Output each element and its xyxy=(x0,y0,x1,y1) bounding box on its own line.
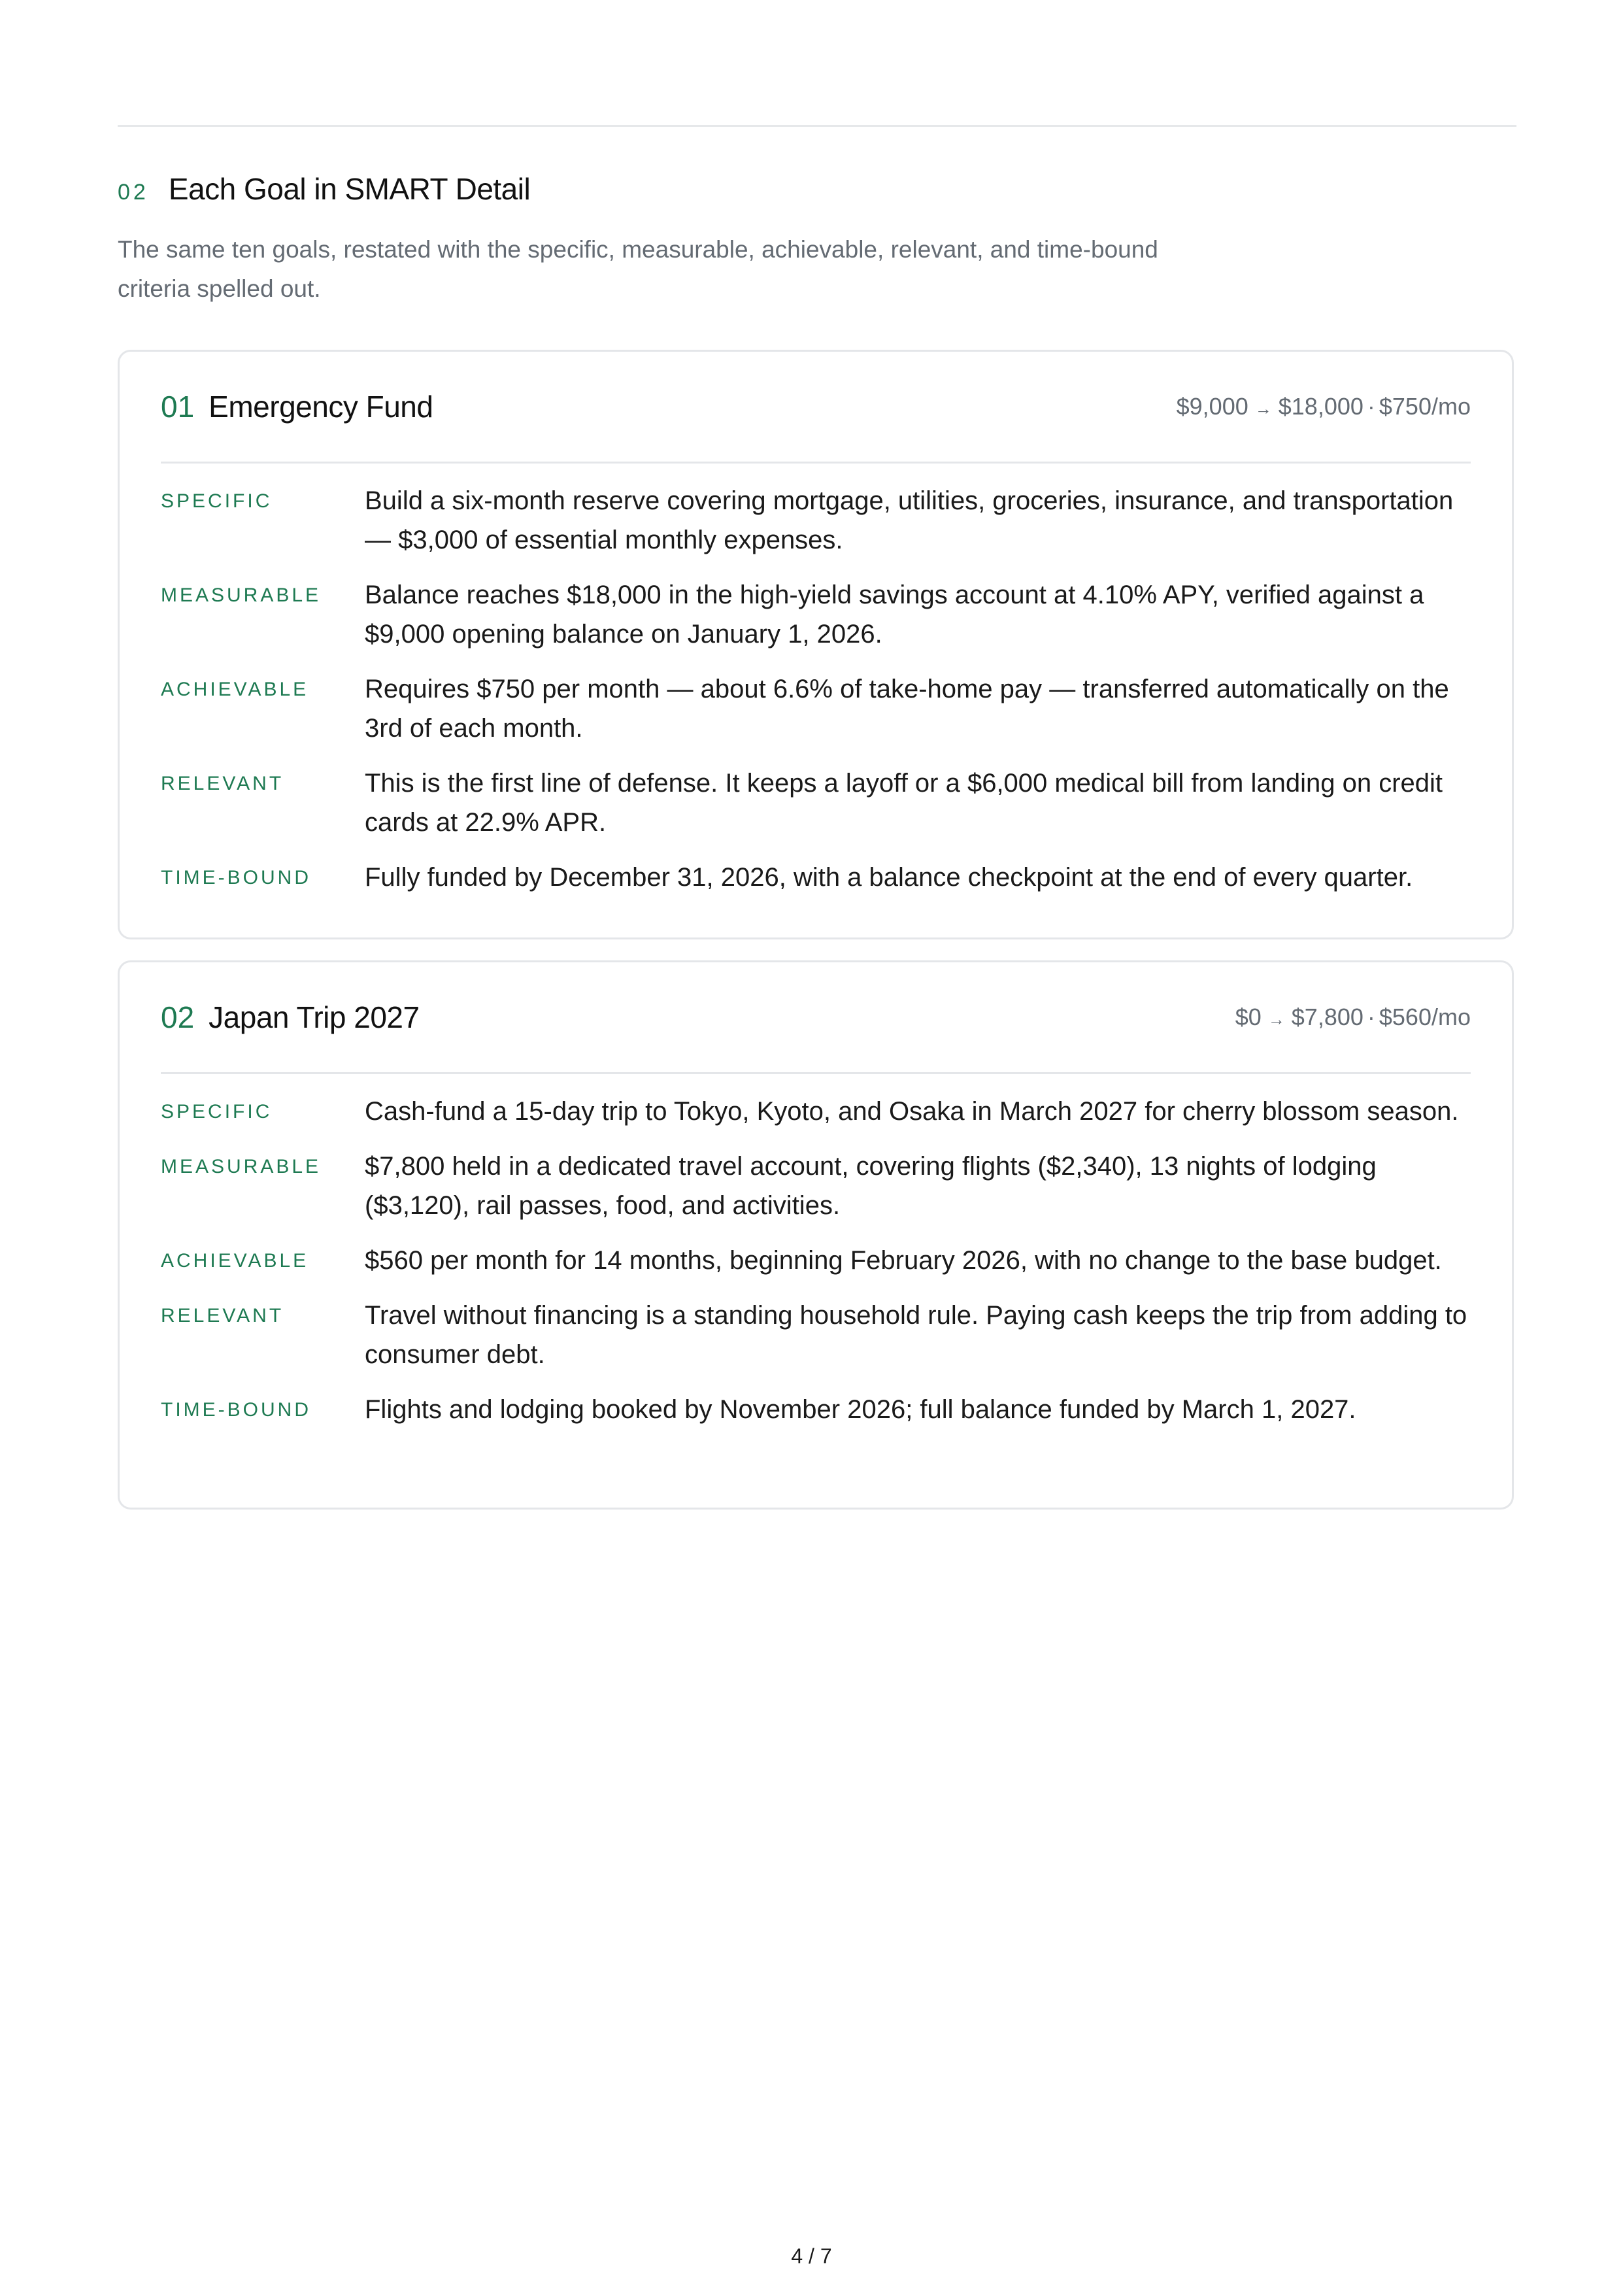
criterion-label: SPECIFIC xyxy=(161,1101,273,1123)
section-heading xyxy=(118,171,530,213)
criterion-specific xyxy=(161,1092,1476,1131)
goal-card-header xyxy=(161,352,1471,464)
criterion-relevant xyxy=(161,1296,1476,1374)
goal-start-amount: $9,000 xyxy=(1176,393,1248,420)
criterion-label: MEASURABLE xyxy=(161,1156,322,1177)
criterion-text: Cash-fund a 15-day trip to Tokyo, Kyoto, and Osaka in March 2027 for cherry blossom season. xyxy=(365,1097,1459,1126)
page-number: 4 / 7 xyxy=(791,2244,832,2268)
goal-title-group xyxy=(161,389,433,424)
criterion-specific xyxy=(161,481,1476,560)
goal-title: Emergency Fund xyxy=(209,390,433,424)
goal-number: 02 xyxy=(161,1000,195,1034)
criterion-achievable xyxy=(161,1241,1476,1280)
criterion-text: Balance reaches $18,000 in the high-yield savings account at 4.10% APY, verified against a $9,000 opening balance on January 1, 2026. xyxy=(365,581,1424,649)
criterion-time-bound xyxy=(161,1390,1476,1429)
goal-target-amount: $18,000 xyxy=(1278,393,1364,420)
criterion-text: Fully funded by December 31, 2026, with a balance checkpoint at the end of every quarter. xyxy=(365,863,1413,892)
goal-target-amount: $7,800 xyxy=(1291,1004,1364,1030)
criterion-text: $560 per month for 14 months, beginning February 2026, with no change to the base budget. xyxy=(365,1246,1442,1275)
goal-amounts xyxy=(1177,393,1471,420)
criterion-label: TIME-BOUND xyxy=(161,867,311,888)
criterion-label: TIME-BOUND xyxy=(161,1399,311,1421)
criterion-label: RELEVANT xyxy=(161,1305,284,1326)
goal-title-group xyxy=(161,1000,420,1035)
criterion-measurable xyxy=(161,1147,1476,1225)
criterion-label: SPECIFIC xyxy=(161,490,273,512)
section-number: 02 xyxy=(118,180,149,205)
criterion-label: ACHIEVABLE xyxy=(161,679,309,700)
arrow-right-icon: → xyxy=(1267,1009,1285,1029)
section-description: The same ten goals, restated with the specific, measurable, achievable, relevant, and time-bound criteria spelled out. xyxy=(118,236,1158,302)
criterion-relevant xyxy=(161,764,1476,842)
section-title: Each Goal in SMART Detail xyxy=(168,172,531,206)
separator-dot: · xyxy=(1367,1004,1375,1030)
criterion-text: Requires $750 per month — about 6.6% of take-home pay — transferred automatically on the 3rd of each month. xyxy=(365,675,1449,743)
goal-monthly-amount: $560/mo xyxy=(1379,1004,1471,1030)
criterion-measurable xyxy=(161,575,1476,654)
goal-card-japan-trip xyxy=(118,960,1514,1510)
criterion-text: Travel without financing is a standing household rule. Paying cash keeps the trip from adding to consumer debt. xyxy=(365,1301,1467,1369)
criterion-label: RELEVANT xyxy=(161,773,284,794)
goal-card-header xyxy=(161,962,1471,1074)
criterion-text: Build a six-month reserve covering mortgage, utilities, groceries, insurance, and transportation — $3,000 of essential monthly expenses. xyxy=(365,486,1454,554)
criterion-text: Flights and lodging booked by November 2026; full balance funded by March 1, 2027. xyxy=(365,1395,1356,1424)
arrow-right-icon: → xyxy=(1254,399,1272,418)
top-divider xyxy=(118,125,1516,127)
smart-criteria-list xyxy=(161,1092,1476,1445)
criterion-label: ACHIEVABLE xyxy=(161,1250,309,1272)
goal-card-emergency-fund xyxy=(118,350,1514,939)
criterion-label: MEASURABLE xyxy=(161,584,322,606)
goal-amounts xyxy=(1235,1004,1471,1031)
goal-monthly-amount: $750/mo xyxy=(1379,393,1471,420)
goal-number: 01 xyxy=(161,390,195,424)
goal-title: Japan Trip 2027 xyxy=(209,1000,420,1034)
separator-dot: · xyxy=(1367,393,1375,420)
goal-start-amount: $0 xyxy=(1235,1004,1262,1030)
criterion-text: $7,800 held in a dedicated travel account, covering flights ($2,340), 13 nights of lodging ($3,120), rail passes, food, and activities. xyxy=(365,1152,1377,1220)
criterion-achievable xyxy=(161,669,1476,748)
criterion-text: This is the first line of defense. It keeps a layoff or a $6,000 medical bill from landing on credit cards at 22.9% APR. xyxy=(365,769,1443,837)
smart-criteria-list xyxy=(161,481,1476,913)
criterion-time-bound xyxy=(161,858,1476,897)
